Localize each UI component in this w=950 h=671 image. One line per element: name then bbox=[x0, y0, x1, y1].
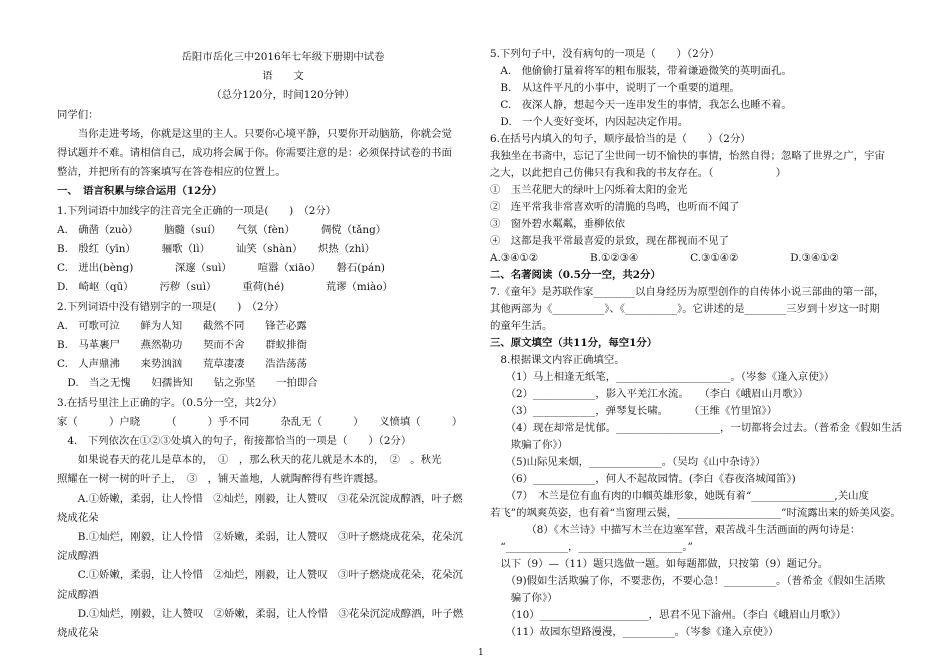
question-line: 1.下列词语中加线字的注音完全正确的一项是( ) （2分） bbox=[57, 204, 337, 217]
question-line: 的童年生活。 bbox=[490, 320, 553, 332]
fill-line: （7） 木兰是位有血有肉的巾帼英雄形象，她既有着“________________,关山度 bbox=[490, 490, 869, 502]
option-line: A. 他偷偷打量着将军的粗布服装，带着谦逊微笑的英明面孔。 bbox=[490, 65, 792, 77]
option-line: A.③④①② B.①②③④ C.③①④② D.③④①② bbox=[490, 252, 839, 264]
option-line: A. 可歌可泣 鲜为人知 截然不同 锋芒必露 bbox=[57, 319, 307, 332]
passage-line: 如果说春天的花儿是草本的， ① ，那么秋天的花儿就是木本的， ② 。秋光 bbox=[57, 454, 442, 467]
fill-line: “____________，____________________。” bbox=[490, 541, 693, 553]
fill-line: （9)假如生活欺骗了你，不要悲伤，不要心急！__________。（普希金《假如生活欺 bbox=[490, 575, 886, 587]
intro-line: 得试题并不难。请相信自己，成功将会属于你。你需要注意的是：必须保持试卷的书面 bbox=[57, 147, 452, 160]
instruction-line: 以下（9）—（11）题只选做一题。如每题都做，只按第（9）题记分。 bbox=[490, 558, 829, 570]
option-line: D.①灿烂，刚毅，让人赞叹 ②娇嫩，柔弱，让人怜惜 ③花朵沉淀成醇酒，叶子燃 bbox=[57, 607, 464, 620]
exam-info: （总分120分，时间120分钟） bbox=[211, 89, 355, 102]
option-line: A. 确凿（zuò） 脑髓（suí） 气氛（fèn） 倜傥（tǎng） bbox=[57, 223, 387, 236]
question-line: 4. 下列依次在①②③处填入的句子，衔接都恰当的一项是（ ）（2分） bbox=[57, 435, 412, 448]
option-line: A.①娇嫩，柔弱，让人怜惜 ②灿烂，刚毅，让人赞叹 ③花朵沉淀成醇酒，叶子燃 bbox=[57, 492, 463, 505]
fill-line: 欺骗了你》） bbox=[490, 439, 568, 451]
section-heading: 一、 语言积累与综合运用（12分） bbox=[57, 185, 223, 198]
fill-line: 若飞”的飒爽英姿，也有着“当窗理云鬓，____________________”时流露出来的娇美风姿。 bbox=[490, 507, 901, 519]
sentence-option: ③ 窗外碧水粼粼，垂柳依依 bbox=[490, 218, 626, 230]
question-line: 6.在括号内填入的句子，顺序最恰当的是（ ）（2分） bbox=[490, 133, 751, 145]
fill-line: （11）故园东望路漫漫，__________。（岑参《逢入京使》） bbox=[490, 626, 779, 638]
intro-line: 整洁，并把所有的答案填写在答卷相应的位置上。 bbox=[57, 166, 286, 179]
right-column bbox=[490, 46, 910, 641]
question-line: 5.下列句子中，没有病句的一项是（ ）（2分） bbox=[490, 48, 720, 60]
fill-line: （5)山际见来烟，______________。（吴均《山中杂诗》） bbox=[490, 456, 766, 468]
option-line: B.①灿烂，刚毅，让人怜惜 ②娇嫩，柔弱，让人赞叹 ③叶子燃烧成花朵，花朵沉 bbox=[57, 531, 463, 544]
option-line: C. 人声鼎沸 来势汹汹 荒草凄凄 浩浩荡荡 bbox=[57, 358, 307, 371]
fill-line: （6）____________，何人不起故园情。(李白《春夜洛城闻笛》) bbox=[490, 473, 796, 485]
option-line: D. 当之无愧 妇孺皆知 钻之弥坚 一拍即合 bbox=[57, 377, 318, 390]
intro-line: 同学们： bbox=[57, 108, 99, 121]
fill-line: （1）马上相逢无纸笔，______________________。（岑参《逢入京使》） bbox=[490, 371, 835, 383]
fill-line: 骗了你》） bbox=[490, 592, 558, 604]
passage-line: 我独坐在书斋中，忘记了尘世间一切不愉快的事情，怡然自得；忽略了世界之广，宇宙 bbox=[490, 150, 885, 162]
question-line: 其他两部为《__________》、《__________》。它讲述的是________三岁到十岁这一时期 bbox=[490, 303, 880, 315]
page-number: 1 bbox=[478, 648, 484, 658]
intro-line: 当你走进考场，你就是这里的主人。只要你心境平静，只要你开动脑筋，你就会觉 bbox=[57, 127, 452, 140]
passage-line: 之大，以此把自己仿佛只有我和我的书友存在。（ ） bbox=[490, 167, 787, 179]
section-heading: 二、名著阅读（0.5分一空，共2分） bbox=[490, 269, 661, 281]
left-column bbox=[57, 48, 469, 643]
option-line: B. 殷红（yīn） 骊歌（lì） 讪笑（shàn） 炽热（zhì） bbox=[57, 243, 376, 256]
question-line: 8.根据课文内容正确填空。 bbox=[490, 354, 625, 366]
sentence-option: ② 连平常我非常喜欢听的清脆的鸟鸣，也听而不闻了 bbox=[490, 201, 740, 213]
fill-line: （3）____________，弹琴复长啸。 （王维《竹里馆》） bbox=[490, 405, 778, 417]
exam-title: 岳阳市岳化三中2016年七年级下册期中试卷 bbox=[181, 51, 385, 63]
option-line: C. 夜深人静，想起今天一连串发生的事情，我怎么也睡不着。 bbox=[490, 99, 792, 111]
exam-subject: 语 文 bbox=[262, 70, 304, 83]
option-line: 烧成花朵 bbox=[57, 627, 99, 640]
question-line: 3.在括号里注上正确的字。（0.5分一空，共2分） bbox=[57, 396, 283, 409]
fill-line: （8）《木兰诗》中描写木兰在边塞军营，艰苦战斗生活画面的两句诗是： bbox=[490, 524, 861, 536]
question-line: 7.《童年》是苏联作家________以自身经历为原型创作的自传体小说三部曲的第一部， bbox=[490, 286, 885, 298]
fill-line: （10）_____________________，思君不见下渝州。（李白《峨眉山月歌》） bbox=[490, 609, 847, 621]
question-line: 2.下列词语中没有错别字的一项是( ) （2分） bbox=[57, 300, 285, 313]
option-line: D. 崎岖（qū） 污秽（suì） 重荷(hé) 荒谬（miào） bbox=[57, 281, 393, 294]
option-line: C.①娇嫩，柔弱，让人怜惜 ②灿烂，刚毅，让人赞叹 ③叶子燃烧成花朵，花朵沉 bbox=[57, 569, 463, 582]
answer-blanks-line: 家（ ）户晓 （ ）乎不同 杂乱无（ ） 义愤填（ ） bbox=[57, 415, 463, 428]
option-line: B. 马革裹尸 燕然勒功 契而不舍 群蚁排衙 bbox=[57, 339, 307, 352]
passage-line: 照耀在一树一树的叶子上， ③ ，铺天盖地，人就陶醉得有些许震撼。 bbox=[57, 473, 385, 486]
option-line: D. 一个人变好变坏，内因起决定作用。 bbox=[490, 116, 689, 128]
section-heading: 三、原文填空（共11分，每空1分） bbox=[490, 337, 658, 349]
option-line: B. 从这件平凡的小事中，说明了一个重要的道理。 bbox=[490, 82, 740, 94]
fill-line: （2）____________，影入平羌江水流。 （李白《峨眉山月歌》） bbox=[490, 388, 809, 400]
sentence-option: ① 玉兰花肥大的绿叶上闪烁着太阳的金光 bbox=[490, 184, 688, 196]
option-line: C. 迸出(bèng) 深邃（suì） 喧嚣（xiāo） 磐石(pán) bbox=[57, 262, 385, 275]
option-line: 淀成醇酒 bbox=[57, 588, 99, 601]
fill-line: （4）现在却常是忧郁。____________________，一切都将会过去。（普希金《假如生活 bbox=[490, 422, 902, 434]
option-line: 淀成醇酒 bbox=[57, 550, 99, 563]
sentence-option: ④ 这都是我平常最喜爱的景致，现在都视而不见了 bbox=[490, 235, 729, 247]
option-line: 烧成花朵 bbox=[57, 511, 99, 524]
